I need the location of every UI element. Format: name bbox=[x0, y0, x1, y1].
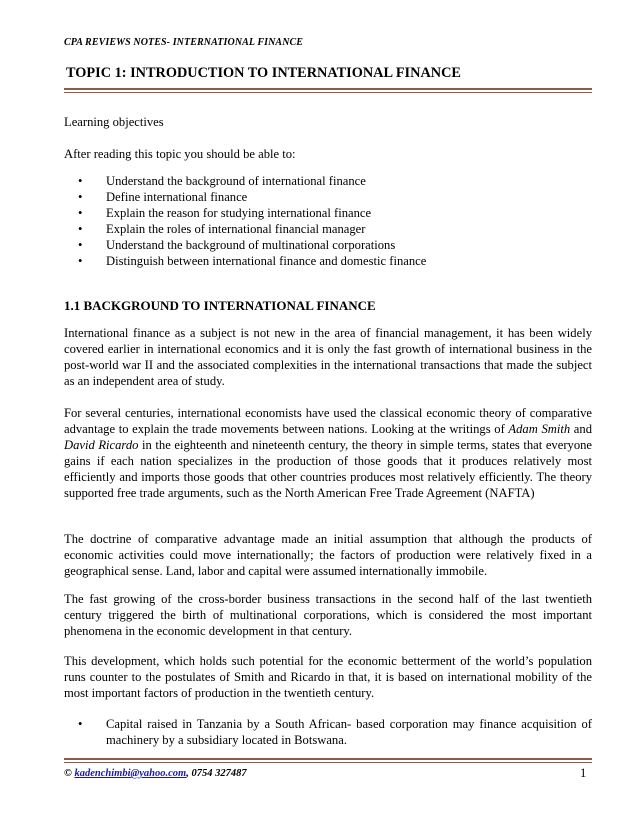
list-item: • Explain the roles of international financial manager bbox=[90, 221, 592, 237]
paragraph-2: For several centuries, international economists have used the classical economic theory of comparative advantage to explain the trade movements between nations. Looking at the writings of Adam Smith and David Ricardo in the eighteenth and nineteenth century, the theory in simple terms, states that everyone gains if each nation specializes in the production of those goods that it produces relatively most efficiently and imports those goods that other countries produces most relatively efficiently. The theory supported free trade arguments, such as the North American Free Trade Agreement (NAFTA) bbox=[64, 406, 592, 500]
footer-rule-thin bbox=[64, 762, 592, 763]
learning-objectives-heading: Learning objectives bbox=[64, 115, 164, 129]
paragraph-5: This development, which holds such potential for the economic betterment of the world’s population runs counter to the postulates of Smith and Ricardo in that, it is based on international mobility of the most important factors of production in the twentieth century. bbox=[64, 654, 592, 700]
learning-intro: After reading this topic you should be able to: bbox=[64, 147, 296, 161]
footer-contact bbox=[64, 768, 247, 779]
list-item: • Understand the background of international finance bbox=[90, 173, 592, 189]
paragraph-1: International finance as a subject is not new in the area of financial management, it has been widely covered earlier in international economics and it is only the fast growth of international business in the post-world war II and the associated complexities in the international transactions that made the subject as an independent area of study. bbox=[64, 326, 592, 388]
topic-title: TOPIC 1: INTRODUCTION TO INTERNATIONAL FINANCE bbox=[66, 65, 461, 81]
copyright-symbol: © bbox=[64, 768, 72, 779]
author-ricardo: David Ricardo bbox=[64, 438, 139, 452]
list-item: • Understand the background of multinational corporations bbox=[90, 237, 592, 253]
paragraph-4: The fast growing of the cross-border business transactions in the second half of the last twentieth century triggered the birth of multinational corporations, which is considered the most important phenomena in the economic development in that century. bbox=[64, 592, 592, 638]
section-heading: 1.1 BACKGROUND TO INTERNATIONAL FINANCE bbox=[64, 298, 376, 313]
email-link[interactable]: kadenchimbi@yahoo.com bbox=[74, 768, 187, 779]
paragraph-3: The doctrine of comparative advantage made an initial assumption that although the products of economic activities could move internationally; the factors of production were relatively fixed in a geographical sense. Land, labor and capital were assumed internationally immobile. bbox=[64, 532, 592, 578]
list-item: • Define international finance bbox=[90, 189, 592, 205]
list-item: • Distinguish between international finance and domestic finance bbox=[90, 253, 592, 269]
running-header: CPA REVIEWS NOTES- INTERNATIONAL FINANCE bbox=[64, 37, 304, 48]
footer-rule-thick bbox=[64, 758, 592, 760]
title-rule-thick bbox=[64, 88, 592, 90]
author-smith: Adam Smith bbox=[508, 422, 571, 436]
page-number: 1 bbox=[580, 766, 587, 780]
capital-bullet bbox=[90, 716, 592, 748]
objectives-list bbox=[90, 173, 592, 269]
footer-phone: , 0754 327487 bbox=[186, 768, 247, 779]
list-item: • Capital raised in Tanzania by a South African- based corporation may finance acquisition of machinery by a subsidiary located in Botswana. bbox=[90, 716, 592, 748]
list-item: • Explain the reason for studying international finance bbox=[90, 205, 592, 221]
title-rule-thin bbox=[64, 92, 592, 93]
